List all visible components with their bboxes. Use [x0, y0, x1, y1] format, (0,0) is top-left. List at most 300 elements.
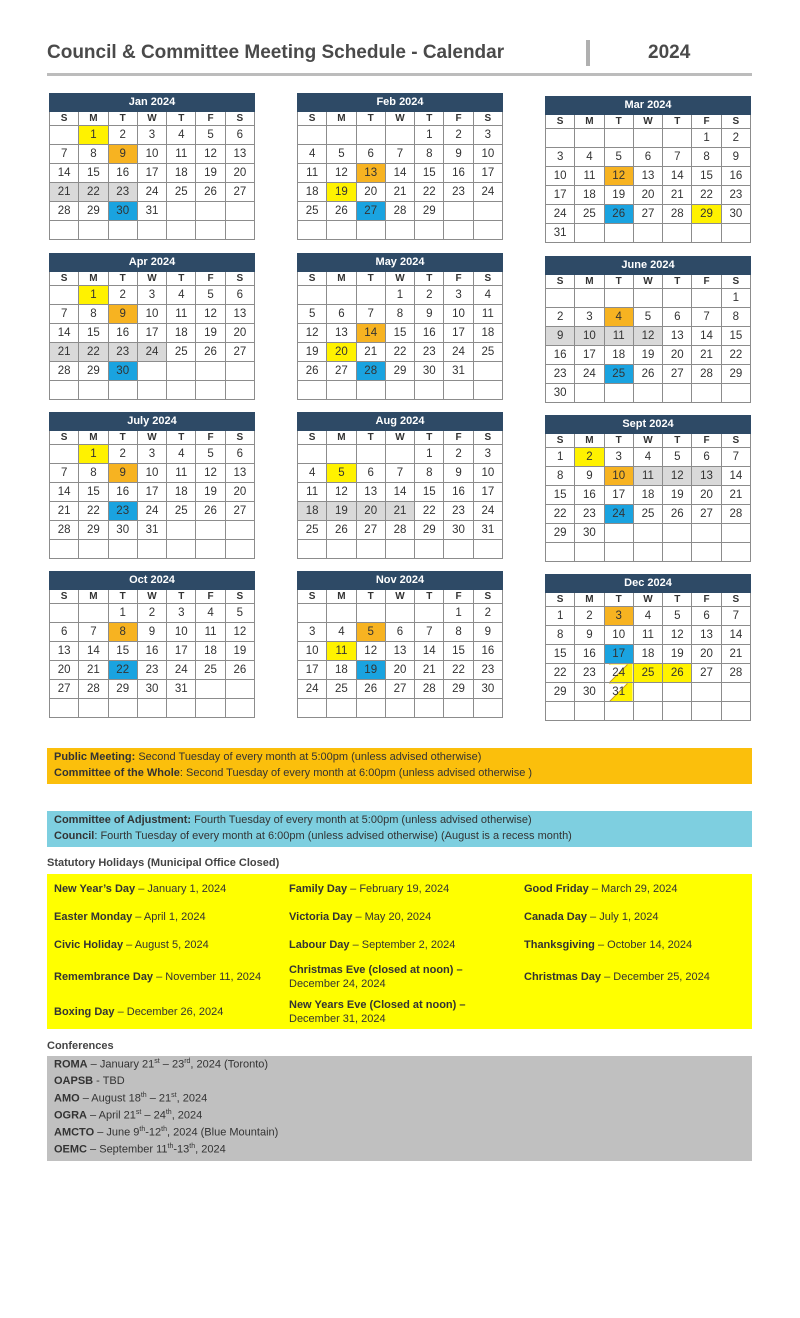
day-cell: 2 — [575, 607, 604, 626]
empty-cell — [50, 445, 79, 464]
empty-cell — [356, 445, 385, 464]
conference-item-oemc: OEMC – September 11th-13th, 2024 — [54, 1143, 226, 1156]
day-cell: 30 — [108, 521, 137, 540]
empty-cell — [575, 543, 604, 562]
weekday-label: S — [546, 434, 575, 448]
weekday-label: W — [137, 272, 166, 286]
day-cell: 2 — [444, 126, 473, 145]
day-cell: 12 — [196, 145, 225, 164]
day-cell: 29 — [692, 205, 721, 224]
empty-cell — [633, 683, 662, 702]
month-grid — [545, 275, 751, 403]
empty-cell — [604, 543, 633, 562]
month-title: May 2024 — [297, 253, 503, 272]
day-cell: 9 — [137, 623, 166, 642]
day-cell: 21 — [50, 183, 79, 202]
day-cell: 26 — [327, 521, 356, 540]
weekday-label: S — [546, 593, 575, 607]
day-cell: 7 — [721, 448, 750, 467]
day-cell: 29 — [444, 680, 473, 699]
weekday-label: S — [546, 275, 575, 289]
day-cell: 4 — [298, 464, 327, 483]
day-cell: 24 — [575, 365, 604, 384]
holiday-item: Labour Day – September 2, 2024 — [289, 939, 456, 951]
empty-cell — [225, 381, 254, 400]
day-cell: 25 — [575, 205, 604, 224]
day-cell: 14 — [721, 467, 750, 486]
day-cell: 18 — [298, 183, 327, 202]
day-cell: 9 — [415, 305, 444, 324]
day-cell: 8 — [415, 464, 444, 483]
empty-cell — [298, 445, 327, 464]
day-cell: 26 — [298, 362, 327, 381]
day-cell: 26 — [663, 505, 692, 524]
weekday-label: S — [546, 115, 575, 129]
empty-cell — [473, 381, 502, 400]
weekday-label: T — [356, 112, 385, 126]
day-cell: 10 — [137, 305, 166, 324]
weekday-label: T — [415, 112, 444, 126]
weekday-label: M — [327, 272, 356, 286]
day-cell: 30 — [473, 680, 502, 699]
empty-cell — [692, 224, 721, 243]
day-cell: 2 — [108, 445, 137, 464]
empty-cell — [444, 540, 473, 559]
day-cell: 9 — [546, 327, 575, 346]
public-meeting-band — [47, 748, 752, 784]
day-cell: 13 — [225, 305, 254, 324]
day-cell: 5 — [663, 448, 692, 467]
day-cell: 30 — [137, 680, 166, 699]
day-cell: 25 — [633, 664, 662, 683]
empty-cell — [575, 224, 604, 243]
weekday-label: S — [298, 431, 327, 445]
empty-cell — [196, 680, 225, 699]
day-cell: 7 — [663, 148, 692, 167]
empty-cell — [196, 362, 225, 381]
day-cell: 19 — [196, 483, 225, 502]
empty-cell — [385, 445, 414, 464]
day-cell: 20 — [225, 164, 254, 183]
day-cell: 6 — [663, 308, 692, 327]
empty-cell — [575, 384, 604, 403]
day-cell: 21 — [663, 186, 692, 205]
day-cell: 25 — [298, 521, 327, 540]
day-cell: 2 — [137, 604, 166, 623]
day-cell: 12 — [604, 167, 633, 186]
empty-cell — [385, 381, 414, 400]
empty-cell — [79, 540, 108, 559]
day-cell: 3 — [137, 126, 166, 145]
weekday-label: W — [633, 434, 662, 448]
weekday-label: W — [137, 431, 166, 445]
month-grid — [545, 115, 751, 243]
day-cell: 25 — [298, 202, 327, 221]
day-cell: 16 — [108, 164, 137, 183]
day-cell: 31 — [137, 202, 166, 221]
weekday-label: S — [473, 272, 502, 286]
day-cell: 28 — [663, 205, 692, 224]
empty-cell — [692, 384, 721, 403]
day-cell: 17 — [473, 164, 502, 183]
day-cell: 26 — [663, 664, 692, 683]
day-cell: 31 — [444, 362, 473, 381]
day-cell: 10 — [444, 305, 473, 324]
day-cell: 8 — [385, 305, 414, 324]
empty-cell — [546, 543, 575, 562]
day-cell: 21 — [692, 346, 721, 365]
weekday-label: S — [50, 431, 79, 445]
month-calendar-jul — [49, 412, 255, 559]
day-cell: 4 — [167, 286, 196, 305]
empty-cell — [196, 540, 225, 559]
weekday-label: M — [79, 431, 108, 445]
weekday-label: M — [79, 112, 108, 126]
day-cell: 17 — [137, 483, 166, 502]
day-cell: 17 — [604, 645, 633, 664]
empty-cell — [167, 381, 196, 400]
day-cell: 8 — [79, 464, 108, 483]
empty-cell — [633, 543, 662, 562]
weekday-label: W — [385, 272, 414, 286]
day-cell: 3 — [604, 448, 633, 467]
empty-cell — [692, 289, 721, 308]
day-cell: 10 — [575, 327, 604, 346]
empty-cell — [633, 524, 662, 543]
day-cell: 14 — [692, 327, 721, 346]
empty-cell — [167, 202, 196, 221]
weekday-label: T — [415, 431, 444, 445]
day-cell: 15 — [108, 642, 137, 661]
weekday-label: T — [167, 112, 196, 126]
day-cell: 28 — [50, 202, 79, 221]
weekday-label: S — [298, 272, 327, 286]
weekday-label: S — [721, 593, 750, 607]
empty-cell — [473, 362, 502, 381]
empty-cell — [604, 702, 633, 721]
empty-cell — [356, 221, 385, 240]
weekday-label: F — [692, 275, 721, 289]
day-cell: 25 — [327, 680, 356, 699]
day-cell: 10 — [137, 464, 166, 483]
day-cell: 21 — [385, 502, 414, 521]
day-cell: 6 — [633, 148, 662, 167]
empty-cell — [225, 521, 254, 540]
empty-cell — [604, 524, 633, 543]
empty-cell — [692, 524, 721, 543]
day-cell: 21 — [50, 502, 79, 521]
empty-cell — [356, 381, 385, 400]
day-cell: 12 — [196, 464, 225, 483]
day-cell: 15 — [444, 642, 473, 661]
day-cell: 20 — [50, 661, 79, 680]
weekday-label: F — [196, 272, 225, 286]
empty-cell — [546, 129, 575, 148]
day-cell: 29 — [385, 362, 414, 381]
empty-cell — [721, 543, 750, 562]
day-cell: 6 — [327, 305, 356, 324]
day-cell: 19 — [196, 164, 225, 183]
day-cell: 29 — [415, 202, 444, 221]
empty-cell — [225, 202, 254, 221]
empty-cell — [415, 221, 444, 240]
day-cell: 11 — [575, 167, 604, 186]
month-calendar-apr — [49, 253, 255, 400]
day-cell: 27 — [692, 664, 721, 683]
empty-cell — [721, 224, 750, 243]
day-cell: 12 — [327, 164, 356, 183]
day-cell: 19 — [663, 645, 692, 664]
day-cell: 31 — [167, 680, 196, 699]
empty-cell — [575, 289, 604, 308]
day-cell: 22 — [546, 505, 575, 524]
empty-cell — [546, 702, 575, 721]
empty-cell — [327, 445, 356, 464]
day-cell: 16 — [473, 642, 502, 661]
day-cell: 5 — [604, 148, 633, 167]
weekday-label: S — [721, 115, 750, 129]
day-cell: 3 — [473, 445, 502, 464]
empty-cell — [444, 221, 473, 240]
day-cell: 28 — [356, 362, 385, 381]
empty-cell — [298, 126, 327, 145]
day-cell: 29 — [79, 362, 108, 381]
weekday-label: W — [633, 115, 662, 129]
day-cell: 3 — [444, 286, 473, 305]
day-cell: 5 — [225, 604, 254, 623]
weekday-label: S — [225, 590, 254, 604]
day-cell: 8 — [79, 305, 108, 324]
weekday-label: S — [473, 590, 502, 604]
holiday-item: Victoria Day – May 20, 2024 — [289, 911, 432, 923]
month-calendar-may — [297, 253, 503, 400]
weekday-label: T — [108, 431, 137, 445]
empty-cell — [196, 221, 225, 240]
day-cell: 26 — [356, 680, 385, 699]
empty-cell — [415, 604, 444, 623]
day-cell: 5 — [196, 286, 225, 305]
empty-cell — [663, 289, 692, 308]
empty-cell — [721, 384, 750, 403]
empty-cell — [444, 202, 473, 221]
day-cell: 23 — [108, 183, 137, 202]
conferences-title: Conferences — [47, 1040, 114, 1052]
day-cell: 10 — [546, 167, 575, 186]
day-cell: 11 — [633, 467, 662, 486]
day-cell: 6 — [385, 623, 414, 642]
day-cell: 14 — [50, 483, 79, 502]
day-cell: 26 — [196, 502, 225, 521]
day-cell: 7 — [50, 464, 79, 483]
holiday-item: Christmas Eve (closed at noon) – December 24, 2024 — [289, 964, 463, 990]
month-grid — [545, 593, 751, 721]
empty-cell — [79, 221, 108, 240]
day-cell: 7 — [385, 145, 414, 164]
empty-cell — [692, 683, 721, 702]
day-cell: 13 — [663, 327, 692, 346]
holiday-item: Family Day – February 19, 2024 — [289, 883, 450, 895]
empty-cell — [327, 381, 356, 400]
day-cell: 8 — [692, 148, 721, 167]
day-cell: 9 — [721, 148, 750, 167]
weekday-label: M — [79, 272, 108, 286]
day-cell: 20 — [225, 324, 254, 343]
weekday-label: T — [663, 115, 692, 129]
weekday-label: W — [385, 112, 414, 126]
empty-cell — [225, 221, 254, 240]
day-cell: 6 — [50, 623, 79, 642]
day-cell: 9 — [108, 145, 137, 164]
day-cell: 16 — [575, 645, 604, 664]
day-cell: 27 — [663, 365, 692, 384]
day-cell: 16 — [721, 167, 750, 186]
empty-cell — [50, 699, 79, 718]
empty-cell — [546, 289, 575, 308]
day-cell: 30 — [575, 683, 604, 702]
day-cell: 12 — [633, 327, 662, 346]
empty-cell — [692, 543, 721, 562]
page-year: 2024 — [648, 42, 691, 63]
empty-cell — [50, 381, 79, 400]
day-cell: 1 — [79, 286, 108, 305]
month-title: Jan 2024 — [49, 93, 255, 112]
empty-cell — [663, 683, 692, 702]
day-cell: 24 — [546, 205, 575, 224]
day-cell: 31 — [473, 521, 502, 540]
empty-cell — [356, 604, 385, 623]
weekday-label: M — [575, 593, 604, 607]
empty-cell — [50, 604, 79, 623]
day-cell: 22 — [444, 661, 473, 680]
empty-cell — [633, 289, 662, 308]
holiday-item: Boxing Day – December 26, 2024 — [54, 1006, 224, 1018]
day-cell: 12 — [298, 324, 327, 343]
day-cell: 13 — [385, 642, 414, 661]
day-cell: 28 — [721, 505, 750, 524]
holidays-title: Statutory Holidays (Municipal Office Closed) — [47, 857, 280, 869]
weekday-label: S — [473, 112, 502, 126]
empty-cell — [663, 524, 692, 543]
day-cell: 11 — [327, 642, 356, 661]
day-cell: 27 — [385, 680, 414, 699]
day-cell: 22 — [385, 343, 414, 362]
day-cell: 8 — [546, 467, 575, 486]
holiday-item: Thanksgiving – October 14, 2024 — [524, 939, 693, 951]
day-cell: 16 — [444, 483, 473, 502]
empty-cell — [356, 699, 385, 718]
day-cell: 3 — [298, 623, 327, 642]
day-cell: 3 — [604, 607, 633, 626]
day-cell: 3 — [546, 148, 575, 167]
weekday-label: T — [604, 593, 633, 607]
empty-cell — [663, 543, 692, 562]
day-cell: 17 — [137, 164, 166, 183]
day-cell: 19 — [196, 324, 225, 343]
day-cell: 19 — [225, 642, 254, 661]
day-cell: 10 — [137, 145, 166, 164]
day-cell: 15 — [415, 164, 444, 183]
empty-cell — [356, 286, 385, 305]
day-cell: 11 — [167, 305, 196, 324]
empty-cell — [298, 381, 327, 400]
day-cell: 24 — [604, 664, 633, 683]
empty-cell — [633, 224, 662, 243]
empty-cell — [298, 699, 327, 718]
day-cell: 12 — [663, 467, 692, 486]
day-cell: 24 — [604, 505, 633, 524]
day-cell: 2 — [108, 126, 137, 145]
page-title: Council & Committee Meeting Schedule - Calendar — [47, 42, 505, 63]
day-cell: 3 — [137, 286, 166, 305]
weekday-label: W — [137, 112, 166, 126]
day-cell: 2 — [108, 286, 137, 305]
empty-cell — [79, 604, 108, 623]
day-cell: 15 — [385, 324, 414, 343]
empty-cell — [473, 699, 502, 718]
day-cell: 20 — [692, 645, 721, 664]
day-cell: 19 — [327, 502, 356, 521]
empty-cell — [604, 289, 633, 308]
weekday-label: W — [385, 431, 414, 445]
council-line: Council: Fourth Tuesday of every month at 6:00pm (unless advised otherwise) (August is a recess month) — [54, 830, 572, 842]
day-cell: 18 — [604, 346, 633, 365]
month-calendar-feb — [297, 93, 503, 240]
weekday-label: T — [604, 115, 633, 129]
day-cell: 7 — [415, 623, 444, 642]
day-cell: 23 — [108, 343, 137, 362]
month-grid — [49, 272, 255, 400]
day-cell: 14 — [79, 642, 108, 661]
day-cell: 1 — [415, 445, 444, 464]
day-cell: 12 — [225, 623, 254, 642]
day-cell: 1 — [108, 604, 137, 623]
day-cell: 23 — [575, 505, 604, 524]
empty-cell — [327, 221, 356, 240]
day-cell: 22 — [79, 343, 108, 362]
weekday-label: T — [108, 112, 137, 126]
day-cell: 26 — [327, 202, 356, 221]
day-cell: 27 — [50, 680, 79, 699]
day-cell: 29 — [79, 202, 108, 221]
holiday-item: Civic Holiday – August 5, 2024 — [54, 939, 209, 951]
day-cell: 19 — [356, 661, 385, 680]
weekday-label: F — [444, 431, 473, 445]
weekday-label: S — [50, 272, 79, 286]
weekday-label: S — [225, 431, 254, 445]
weekday-label: F — [692, 115, 721, 129]
day-cell: 4 — [473, 286, 502, 305]
day-cell: 8 — [546, 626, 575, 645]
day-cell: 24 — [167, 661, 196, 680]
day-cell: 11 — [167, 464, 196, 483]
day-cell: 21 — [415, 661, 444, 680]
month-calendar-jun — [545, 256, 751, 403]
month-title: Nov 2024 — [297, 571, 503, 590]
day-cell: 2 — [415, 286, 444, 305]
day-cell: 16 — [108, 324, 137, 343]
empty-cell — [663, 702, 692, 721]
day-cell: 1 — [546, 607, 575, 626]
day-cell: 3 — [473, 126, 502, 145]
empty-cell — [356, 126, 385, 145]
day-cell: 19 — [604, 186, 633, 205]
day-cell: 26 — [604, 205, 633, 224]
weekday-label: W — [633, 593, 662, 607]
weekday-label: T — [167, 431, 196, 445]
day-cell: 16 — [415, 324, 444, 343]
day-cell: 24 — [298, 680, 327, 699]
day-cell: 7 — [356, 305, 385, 324]
